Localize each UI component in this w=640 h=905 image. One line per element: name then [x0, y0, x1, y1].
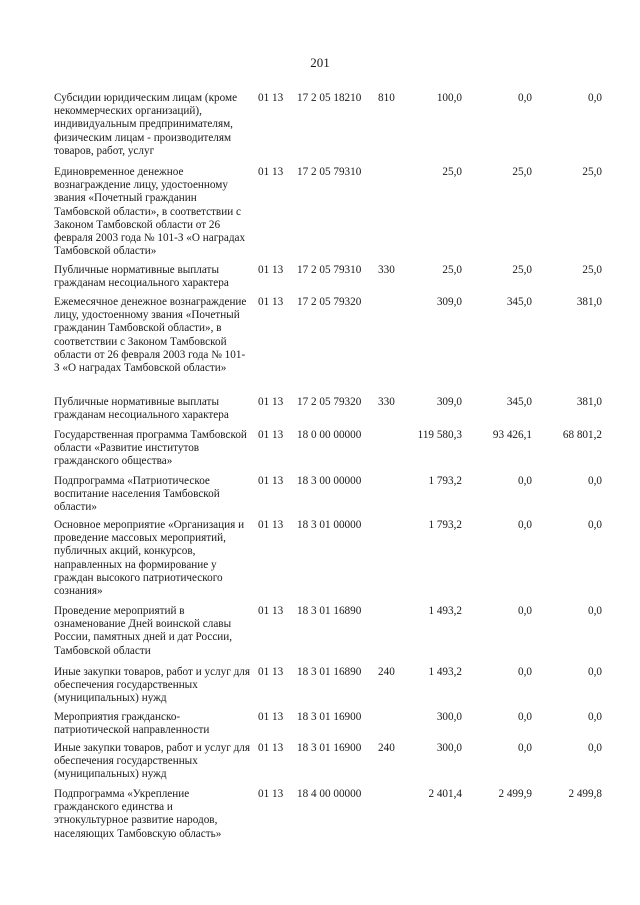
expense-type-code: 330 [378, 264, 395, 276]
amount-year-2: 0,0 [518, 711, 532, 723]
row-name: Публичные нормативные выплаты гражданам несоциального характера [54, 264, 229, 290]
section-code: 01 13 [258, 475, 284, 487]
target-article-code: 17 2 05 79310 [297, 264, 362, 276]
amount-year-2: 345,0 [506, 396, 532, 408]
amount-year-3: 25,0 [582, 264, 602, 276]
expense-type-code: 810 [378, 92, 395, 104]
amount-year-2: 2 499,9 [498, 788, 532, 800]
amount-year-3: 0,0 [588, 711, 602, 723]
target-article-code: 18 3 01 16890 [297, 605, 362, 617]
target-article-code: 18 3 00 00000 [297, 475, 362, 487]
amount-year-3: 25,0 [582, 166, 602, 178]
amount-year-3: 0,0 [588, 742, 602, 754]
target-article-code: 18 0 00 00000 [297, 429, 362, 441]
amount-year-1: 100,0 [436, 92, 462, 104]
section-code: 01 13 [258, 788, 284, 800]
target-article-code: 18 3 01 00000 [297, 519, 362, 531]
row-name: Подпрограмма «Укрепление гражданского единства и этнокультурное развитие народов, населяющих Тамбовскую область» [54, 788, 222, 840]
amount-year-3: 381,0 [576, 396, 602, 408]
target-article-code: 17 2 05 18210 [297, 92, 362, 104]
amount-year-2: 0,0 [518, 605, 532, 617]
amount-year-1: 309,0 [436, 296, 462, 308]
expense-type-code: 330 [378, 396, 395, 408]
amount-year-2: 0,0 [518, 666, 532, 678]
amount-year-1: 1 793,2 [428, 519, 462, 531]
row-name: Проведение мероприятий в ознаменование Дней воинской славы России, памятных дней и дат России, Тамбовской области [54, 605, 233, 657]
target-article-code: 18 3 01 16900 [297, 742, 362, 754]
row-name: Мероприятия гражданско-патриотической направленности [54, 711, 210, 737]
amount-year-3: 381,0 [576, 296, 602, 308]
target-article-code: 18 3 01 16900 [297, 711, 362, 723]
row-name: Иные закупки товаров, работ и услуг для обеспечения государственных (муниципальных) нужд [54, 666, 251, 705]
amount-year-3: 0,0 [588, 519, 602, 531]
section-code: 01 13 [258, 264, 284, 276]
amount-year-1: 1 493,2 [428, 605, 462, 617]
row-name: Иные закупки товаров, работ и услуг для обеспечения государственных (муниципальных) нужд [54, 742, 251, 781]
section-code: 01 13 [258, 429, 284, 441]
amount-year-1: 300,0 [436, 711, 462, 723]
section-code: 01 13 [258, 742, 284, 754]
amount-year-1: 300,0 [436, 742, 462, 754]
amount-year-1: 119 580,3 [417, 429, 462, 441]
row-name: Субсидии юридическим лицам (кроме некоммерческих организаций), индивидуальным предпринимателям, физическим лицам - производителям товаров, работ, услуг [54, 92, 238, 157]
row-name: Публичные нормативные выплаты гражданам несоциального характера [54, 396, 229, 422]
amount-year-1: 309,0 [436, 396, 462, 408]
amount-year-2: 0,0 [518, 519, 532, 531]
section-code: 01 13 [258, 92, 284, 104]
row-name: Основное мероприятие «Организация и проведение массовых мероприятий, публичных акций, конкурсов, направленных на формирование у граждан высокого патриотического сознания» [54, 519, 245, 598]
row-name: Государственная программа Тамбовской области «Развитие институтов гражданского общества» [54, 429, 247, 468]
target-article-code: 17 2 05 79320 [297, 396, 362, 408]
section-code: 01 13 [258, 666, 284, 678]
amount-year-3: 2 499,8 [568, 788, 602, 800]
amount-year-2: 25,0 [512, 166, 532, 178]
amount-year-3: 68 801,2 [562, 429, 602, 441]
target-article-code: 17 2 05 79310 [297, 166, 362, 178]
section-code: 01 13 [258, 396, 284, 408]
amount-year-1: 25,0 [442, 264, 462, 276]
target-article-code: 17 2 05 79320 [297, 296, 362, 308]
row-name: Ежемесячное денежное вознаграждение лицу, удостоенному звания «Почетный гражданин Тамбовской области», в соответствии с Законом Тамбовской области от 26 февраля 2003 года № 101-З «О наградах Тамбовской области» [54, 296, 247, 375]
row-name: Единовременное денежное вознаграждение лицу, удостоенному звания «Почетный гражданин Тамбовской области», в соответствии с Законом Тамбовской области от 26 февраля 2003 года № 101-З «О наградах Тамбовской области» [54, 166, 246, 258]
amount-year-1: 1 793,2 [428, 475, 462, 487]
section-code: 01 13 [258, 519, 284, 531]
target-article-code: 18 4 00 00000 [297, 788, 362, 800]
amount-year-2: 25,0 [512, 264, 532, 276]
section-code: 01 13 [258, 166, 284, 178]
amount-year-1: 1 493,2 [428, 666, 462, 678]
target-article-code: 18 3 01 16890 [297, 666, 362, 678]
amount-year-1: 25,0 [442, 166, 462, 178]
expense-type-code: 240 [378, 666, 395, 678]
amount-year-3: 0,0 [588, 605, 602, 617]
amount-year-3: 0,0 [588, 92, 602, 104]
amount-year-2: 0,0 [518, 742, 532, 754]
amount-year-2: 345,0 [506, 296, 532, 308]
amount-year-2: 0,0 [518, 92, 532, 104]
row-name: Подпрограмма «Патриотическое воспитание населения Тамбовской области» [54, 475, 220, 514]
section-code: 01 13 [258, 711, 284, 723]
section-code: 01 13 [258, 296, 284, 308]
expense-type-code: 240 [378, 742, 395, 754]
amount-year-1: 2 401,4 [428, 788, 462, 800]
amount-year-2: 0,0 [518, 475, 532, 487]
section-code: 01 13 [258, 605, 284, 617]
amount-year-3: 0,0 [588, 666, 602, 678]
amount-year-3: 0,0 [588, 475, 602, 487]
amount-year-2: 93 426,1 [492, 429, 532, 441]
page-number: 201 [310, 55, 330, 70]
